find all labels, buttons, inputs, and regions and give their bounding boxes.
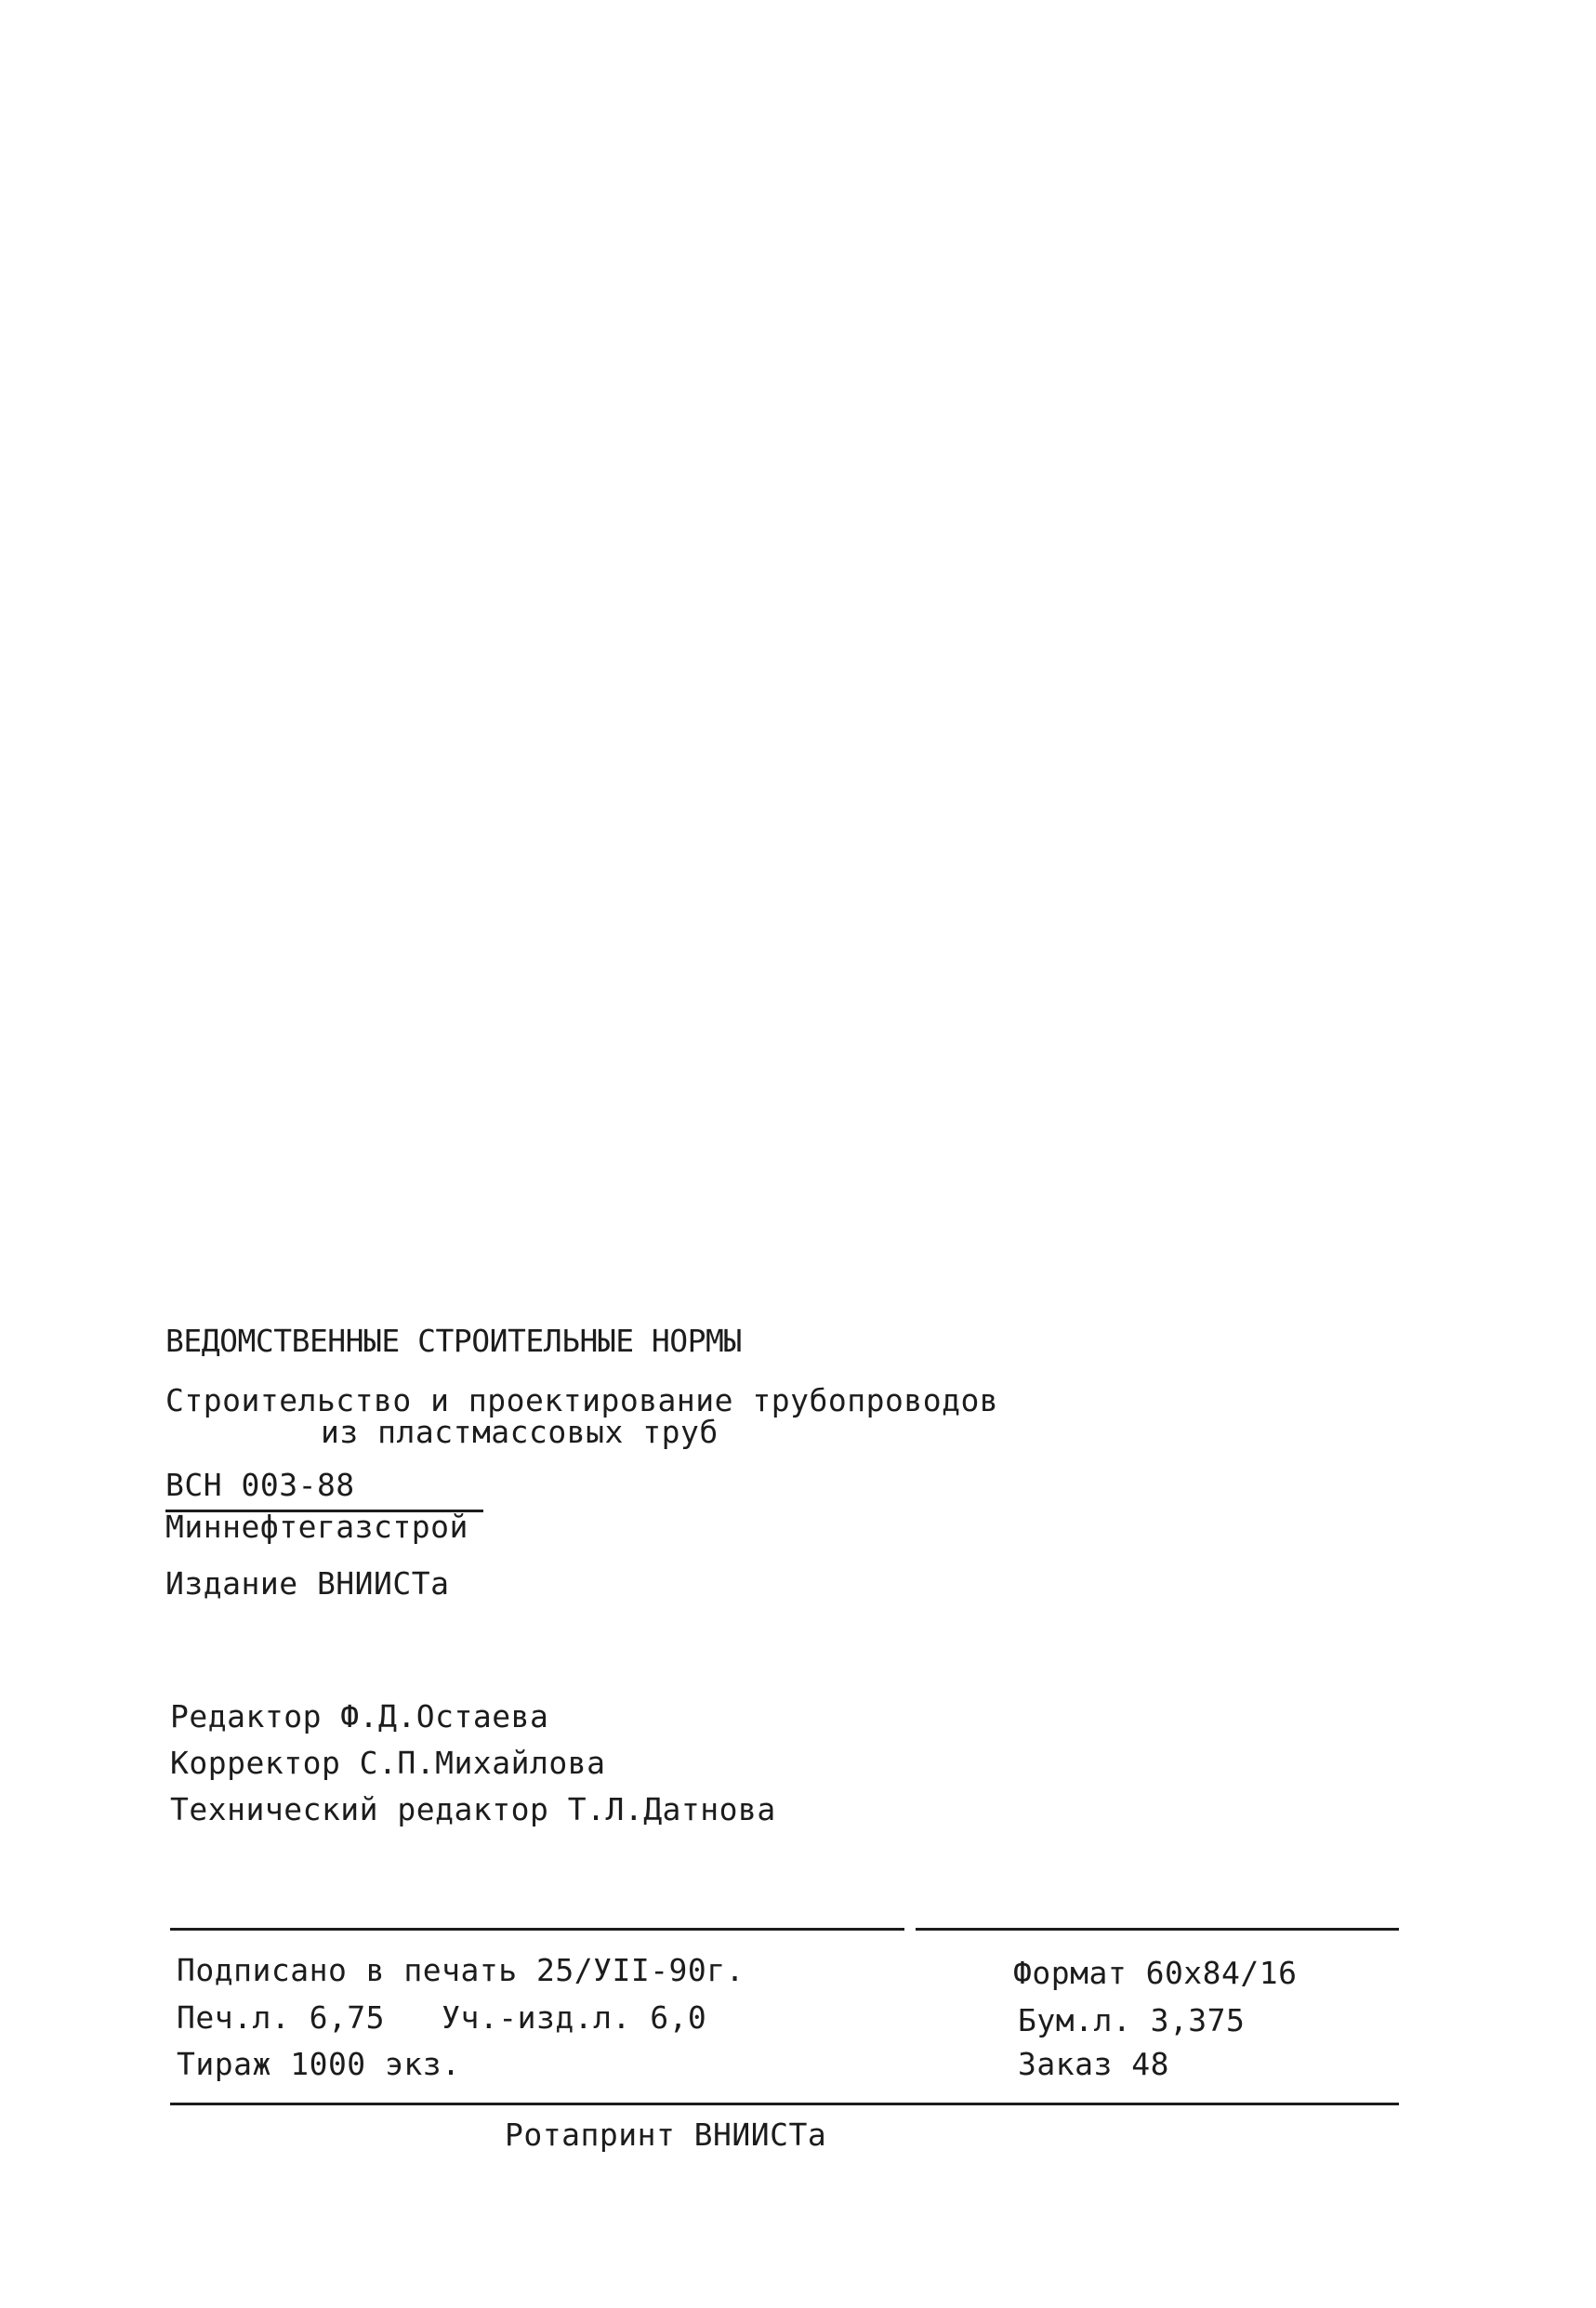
document-title-line-1: Строительство и проектирование трубопроводов [165,1382,999,1418]
document-heading: ВЕДОМСТВЕННЫЕ СТРОИТЕЛЬНЫЕ НОРМЫ [165,1323,742,1359]
printer-name: Ротапринт ВНИИСТа [505,2117,827,2153]
corrector-credit: Корректор С.П.Михайлова [170,1745,606,1781]
document-title-line-2: из пластмассовых труб [321,1414,719,1450]
print-details-top-rule-right [916,1928,1399,1931]
document-code: ВСН 003-88 [165,1467,355,1503]
editor-credit: Редактор Ф.Д.Остаева [170,1698,549,1734]
signed-to-print: Подписано в печать 25/УII-90г. [177,1952,745,1988]
circulation: Тираж 1000 экз. [177,2046,461,2082]
ministry-name: Миннефтегазстрой [165,1509,468,1545]
technical-editor-credit: Технический редактор Т.Л.Датнова [170,1791,776,1827]
print-details-top-rule-left [170,1928,904,1931]
paper-format: Формат 60х84/16 [1013,1955,1298,1991]
paper-sheets: Бум.л. 3,375 [1018,2002,1246,2038]
print-sheets: Печ.л. 6,75 Уч.-изд.л. 6,0 [177,1999,707,2036]
print-details-bottom-rule [170,2103,1399,2105]
edition-label: Издание ВНИИСТа [165,1565,450,1602]
order-number: Заказ 48 [1018,2046,1169,2082]
